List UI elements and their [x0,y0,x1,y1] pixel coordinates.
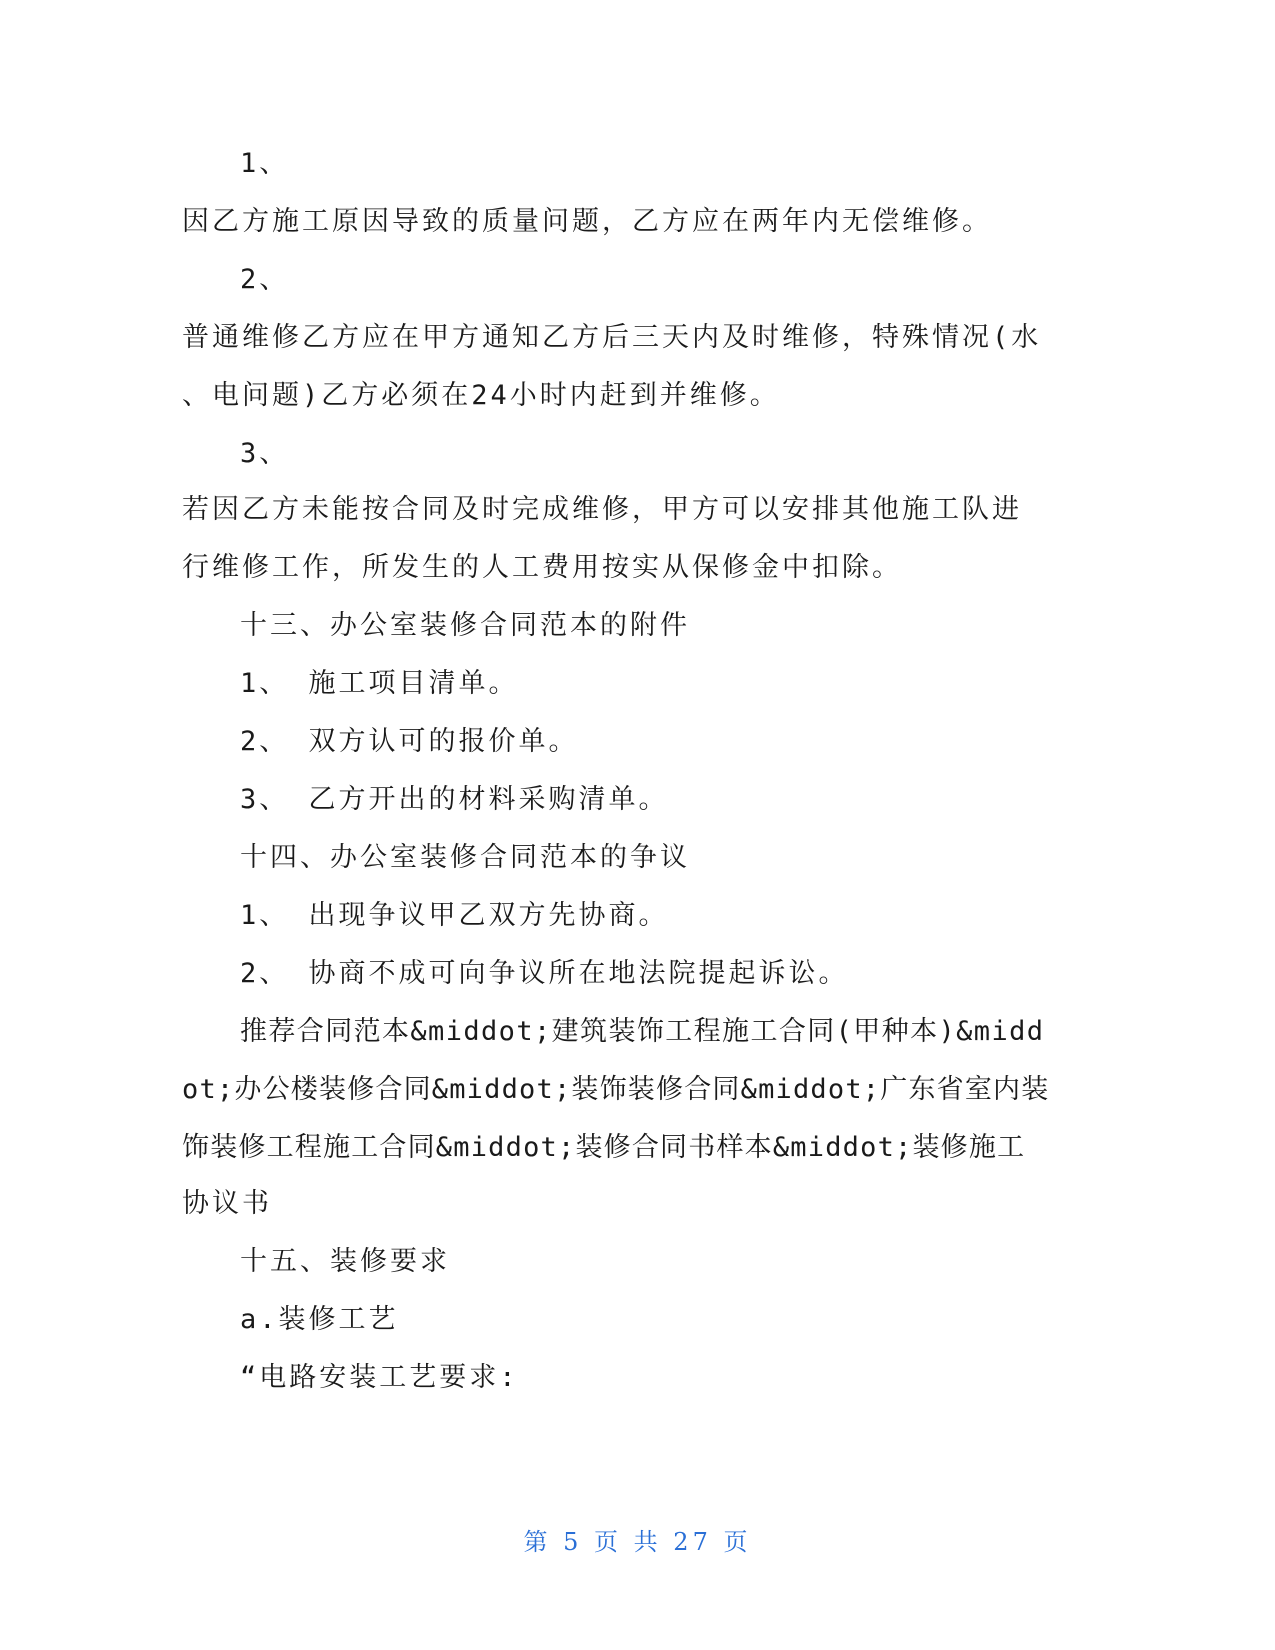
paragraph-line: 普通维修乙方应在甲方通知乙方后三天内及时维修，特殊情况(水 [182,322,1042,353]
item-number-1: 1、 [240,148,290,179]
item-number-2: 2、 [240,264,290,295]
list-item: 1、 施工项目清单。 [240,668,519,699]
list-item: 1、 出现争议甲乙双方先协商。 [240,900,669,931]
paragraph-line: 、电问题)乙方必须在24小时内赶到并维修。 [182,380,780,411]
paragraph-line: “电路安装工艺要求: [240,1362,519,1393]
paragraph-line: 因乙方施工原因导致的质量问题，乙方应在两年内无偿维修。 [182,206,992,237]
item-number-3: 3、 [240,438,290,469]
list-item: 2、 双方认可的报价单。 [240,726,579,757]
list-item: 3、 乙方开出的材料采购清单。 [240,784,669,815]
paragraph-line: ot;办公楼装修合同&middot;装饰装修合同&middot;广东省室内装 [182,1074,1050,1105]
paragraph-line: 协议书 [182,1188,272,1219]
paragraph-line: 推荐合同范本&middot;建筑装饰工程施工合同(甲种本)&midd [240,1016,1045,1047]
list-item: 2、 协商不成可向争议所在地法院提起诉讼。 [240,958,849,989]
paragraph-line: 行维修工作，所发生的人工费用按实从保修金中扣除。 [182,552,902,583]
section-heading-14: 十四、办公室装修合同范本的争议 [240,842,690,873]
section-heading-15: 十五、装修要求 [240,1246,450,1277]
paragraph-line: 饰装修工程施工合同&middot;装修合同书样本&middot;装修施工 [182,1132,1026,1163]
section-heading-13: 十三、办公室装修合同范本的附件 [240,610,690,641]
paragraph-line: 若因乙方未能按合同及时完成维修，甲方可以安排其他施工队进 [182,494,1022,525]
page-footer: 第 5 页 共 27 页 [523,1528,752,1556]
subheading: a.装修工艺 [240,1304,399,1335]
